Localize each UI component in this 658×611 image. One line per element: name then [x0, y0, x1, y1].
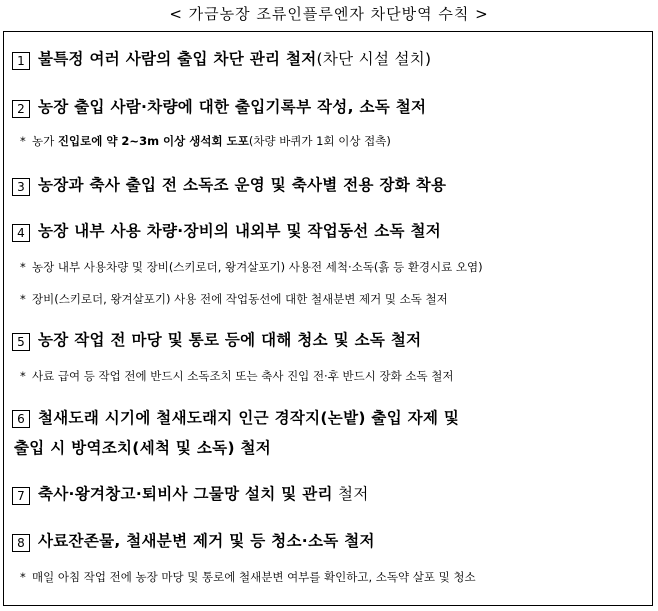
item-number: 4: [12, 224, 30, 242]
sub-note-2a: [20, 133, 644, 149]
item-number: 1: [12, 52, 30, 70]
sub-text: 농장 내부 사용차량 및 장비(스키로더, 왕겨살포기) 사용전 세척·소독(흙 등 환경시료 오염): [32, 260, 483, 274]
rule-text: [38, 482, 369, 504]
rules-box: [3, 31, 653, 606]
sub-note-4a: [20, 259, 644, 275]
item-number: 6: [12, 410, 30, 428]
sub-note-8a: [20, 569, 644, 585]
rule-text-note: 철저: [332, 485, 369, 503]
rule-item-6: [12, 403, 644, 463]
sub-note-4b: [20, 291, 644, 307]
rule-item-5: [12, 328, 644, 350]
bullet-star-icon: *: [20, 134, 26, 148]
rule-item-4: [12, 219, 644, 241]
item-number: 3: [12, 178, 30, 196]
sub-note-5a: [20, 368, 644, 384]
sub-text-bold: 진입로에 약 2~3m 이상 생석회 도포: [57, 134, 249, 148]
bullet-star-icon: *: [20, 260, 26, 274]
sub-text: 농가: [32, 134, 58, 148]
rule-text: 농장과 축사 출입 전 소독조 운영 및 축사별 전용 장화 착용: [38, 176, 447, 194]
rule-text-bold: 축사·왕겨창고·퇴비사 그물망 설치 및 관리: [38, 485, 333, 503]
page-title: < 가금농장 조류인플루엔자 차단방역 수칙 >: [169, 5, 489, 23]
rule-item-8: [12, 529, 644, 551]
rule-item-1: [12, 47, 644, 69]
rule-text: 사료잔존물, 철새분변 제거 및 등 청소·소독 철저: [38, 532, 375, 550]
rule-text: 농장 작업 전 마당 및 통로 등에 대해 청소 및 소독 철저: [38, 331, 422, 349]
bullet-star-icon: *: [20, 570, 26, 584]
rule-item-2: [12, 95, 644, 117]
rule-item-3: [12, 173, 644, 195]
rule-text: [14, 403, 460, 463]
rule-text-line2: 출입 시 방역조치(세척 및 소독) 철저: [14, 439, 272, 457]
sub-text: 장비(스키로더, 왕겨살포기) 사용 전에 작업동선에 대한 철새분변 제거 및 소독 철저: [32, 292, 448, 306]
bullet-star-icon: *: [20, 292, 26, 306]
rule-text-note: (차단 시설 설치): [316, 50, 432, 68]
rule-item-7: [12, 482, 644, 504]
rule-text-line1: 철새도래 시기에 철새도래지 인근 경작지(논밭) 출입 자제 및: [38, 409, 460, 427]
bullet-star-icon: *: [20, 369, 26, 383]
item-number: 5: [12, 333, 30, 351]
rule-text: [38, 47, 431, 69]
item-number: 7: [12, 487, 30, 505]
item-number: 8: [12, 534, 30, 552]
sub-text: (차량 바퀴가 1회 이상 접촉): [248, 134, 391, 148]
rule-text: 농장 출입 사람·차량에 대한 출입기록부 작성, 소독 철저: [38, 98, 427, 116]
sub-text: 매일 아침 작업 전에 농장 마당 및 통로에 철새분변 여부를 확인하고, 소독약 살포 및 청소: [32, 570, 476, 584]
item-number: 2: [12, 100, 30, 118]
sub-text: 사료 급여 등 작업 전에 반드시 소독조치 또는 축사 진입 전·후 반드시 장화 소독 철저: [32, 369, 454, 383]
rule-text-bold: 불특정 여러 사람의 출입 차단 관리 철저: [38, 50, 317, 68]
rule-text: 농장 내부 사용 차량·장비의 내외부 및 작업동선 소독 철저: [38, 222, 442, 240]
